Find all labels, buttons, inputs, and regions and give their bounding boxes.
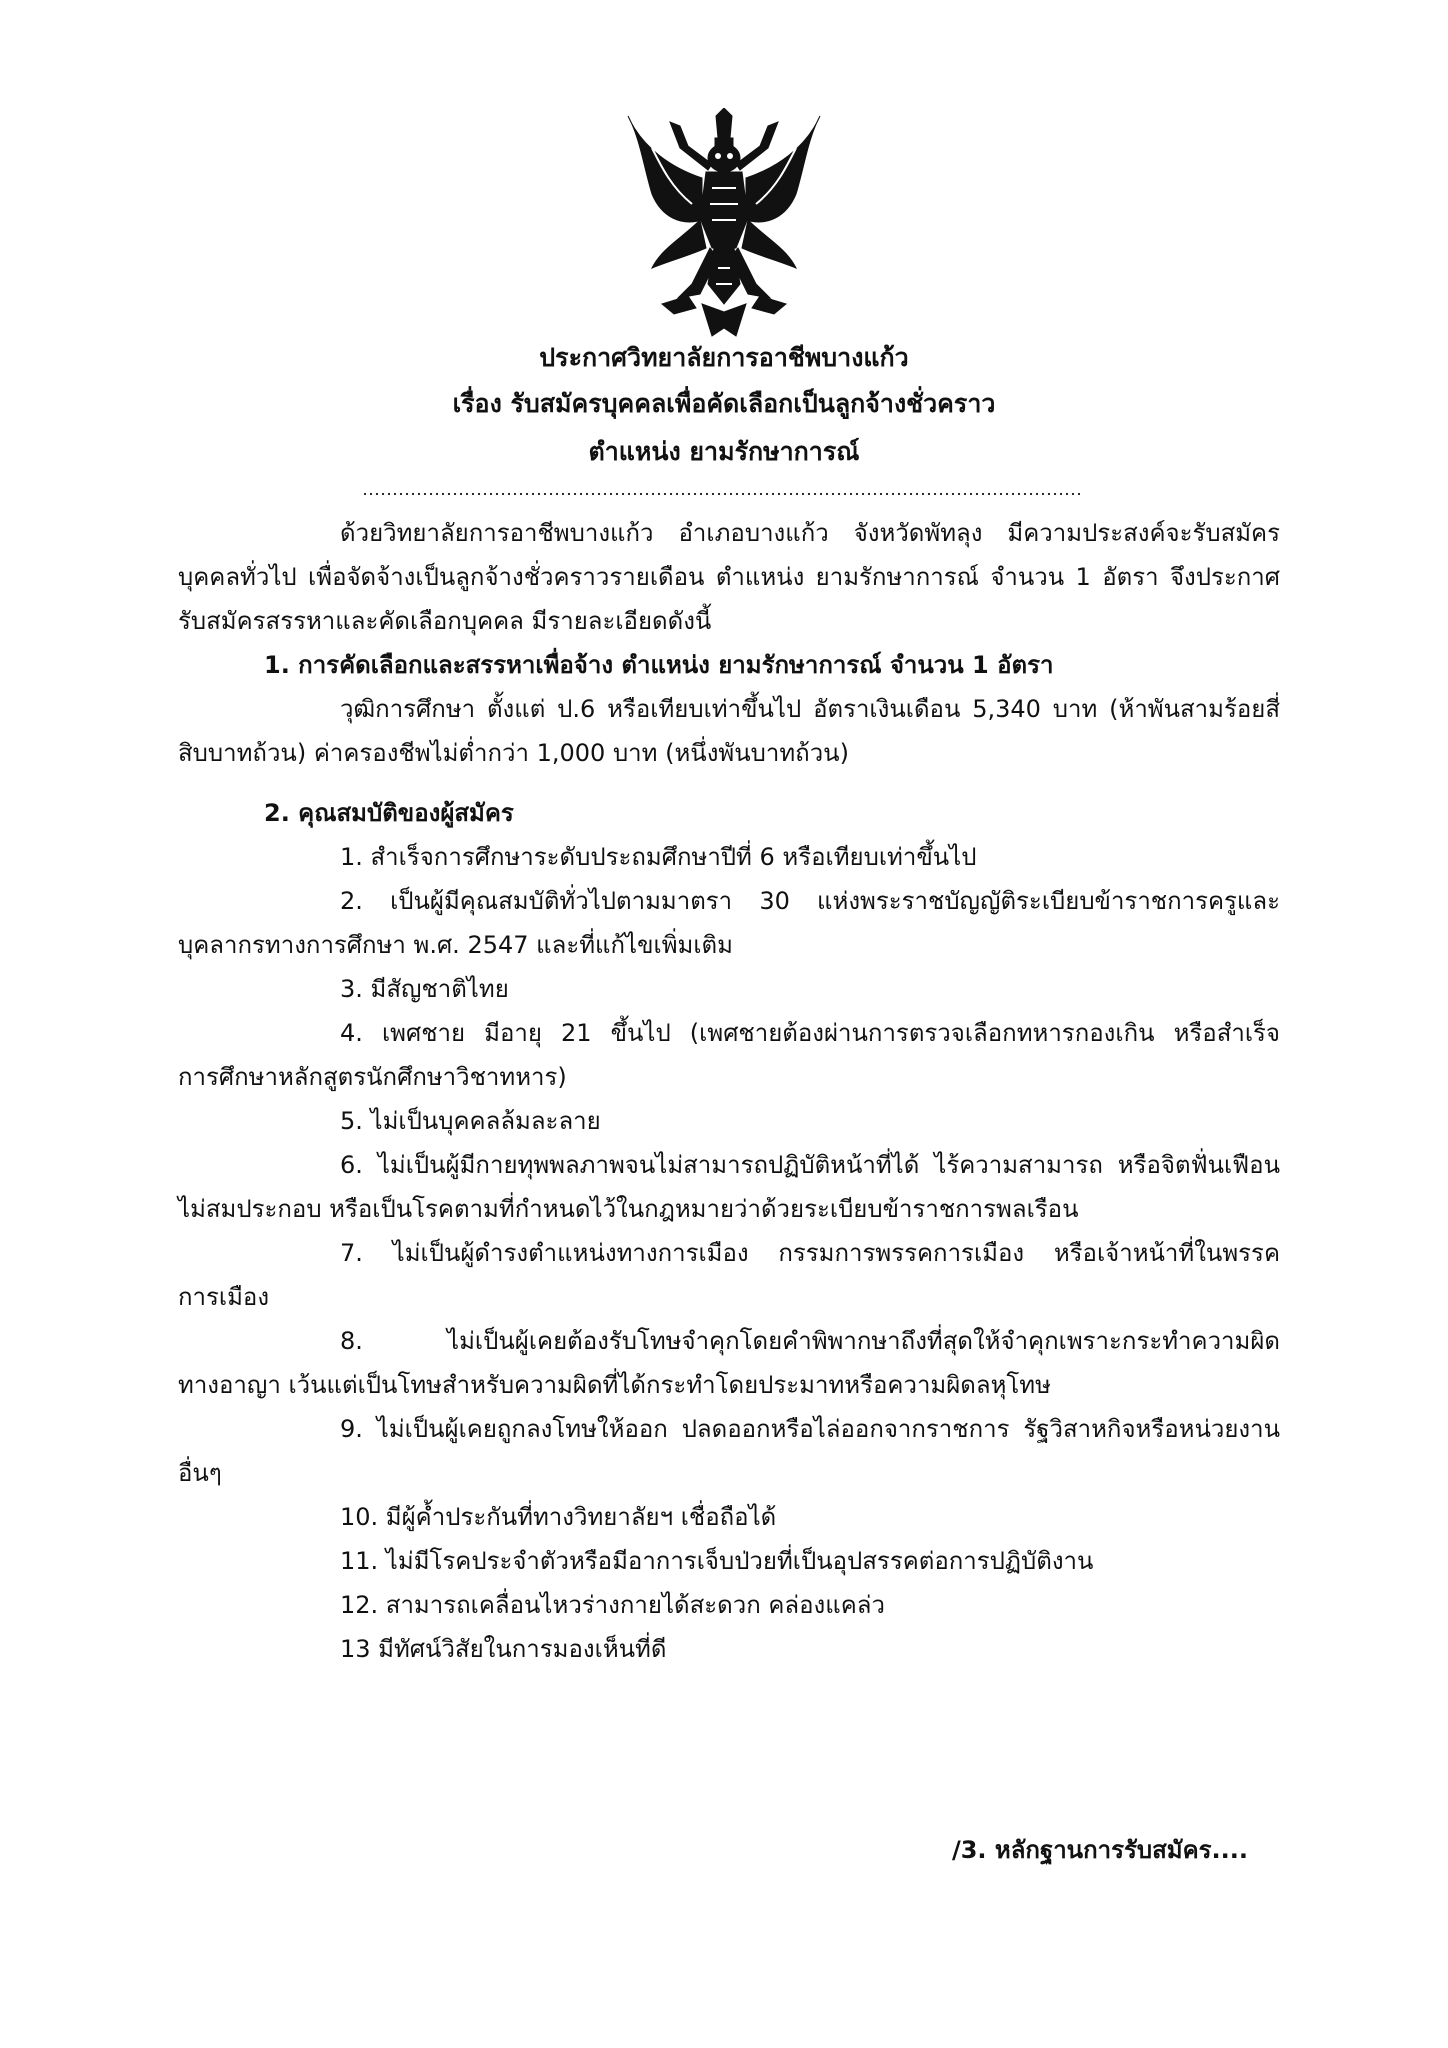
dotted-separator bbox=[362, 492, 1082, 496]
qualification-6-line-1: 6. ไม่เป็นผู้มีกายทุพพลภาพจนไม่สามารถปฏิบัติหน้าที่ได้ ไร้ความสามารถ หรือจิตฟั่นเฟือน bbox=[340, 1151, 1280, 1179]
section-2-heading: 2. คุณสมบัติของผู้สมัคร bbox=[264, 799, 514, 827]
qualification-7-line-2: การเมือง bbox=[178, 1283, 270, 1311]
intro-line-1: ด้วยวิทยาลัยการอาชีพบางแก้ว อำเภอบางแก้ว จังหวัดพัทลุง มีความประสงค์จะรับสมัคร bbox=[340, 519, 1280, 547]
announcement-title: ประกาศวิทยาลัยการอาชีพบางแก้ว bbox=[539, 343, 909, 372]
qualification-11: 11. ไม่มีโรคประจำตัวหรือมีอาการเจ็บป่วยที่เป็นอุปสรรคต่อการปฏิบัติงาน bbox=[340, 1547, 1094, 1575]
intro-line-3: รับสมัครสรรหาและคัดเลือกบุคคล มีรายละเอียดดังนี้ bbox=[178, 607, 712, 635]
qualification-9-line-1: 9. ไม่เป็นผู้เคยถูกลงโทษให้ออก ปลดออกหรือไล่ออกจากราชการ รัฐวิสาหกิจหรือหน่วยงาน bbox=[340, 1415, 1280, 1443]
qualification-12: 12. สามารถเคลื่อนไหวร่างกายได้สะดวก คล่องแคล่ว bbox=[340, 1591, 885, 1619]
qualification-3: 3. มีสัญชาติไทย bbox=[340, 975, 509, 1003]
qualification-2-line-2: บุคลากรทางการศึกษา พ.ศ. 2547 และที่แก้ไขเพิ่มเติม bbox=[178, 931, 733, 959]
qualification-4-line-2: การศึกษาหลักสูตรนักศึกษาวิชาทหาร) bbox=[178, 1063, 567, 1091]
qualification-1: 1. สำเร็จการศึกษาระดับประถมศึกษาปีที่ 6 หรือเทียบเท่าขึ้นไป bbox=[340, 843, 977, 871]
qualification-8-line-2: ทางอาญา เว้นแต่เป็นโทษสำหรับความผิดที่ได้กระทำโดยประมาทหรือความผิดลหุโทษ bbox=[178, 1371, 1051, 1399]
section-1-line-2: สิบบาทถ้วน) ค่าครองชีพไม่ต่ำกว่า 1,000 บาท (หนึ่งพันบาทถ้วน) bbox=[178, 739, 849, 767]
qualification-6-line-2: ไม่สมประกอบ หรือเป็นโรคตามที่กำหนดไว้ในกฎหมายว่าด้วยระเบียบข้าราชการพลเรือน bbox=[178, 1195, 1079, 1223]
qualification-8-line-1: 8. ไม่เป็นผู้เคยต้องรับโทษจำคุกโดยคำพิพากษาถึงที่สุดให้จำคุกเพราะกระทำความผิด bbox=[340, 1327, 1280, 1355]
qualification-4-line-1: 4. เพศชาย มีอายุ 21 ขึ้นไป (เพศชายต้องผ่านการตรวจเลือกทหารกองเกิน หรือสำเร็จ bbox=[340, 1019, 1280, 1047]
announcement-subject: เรื่อง รับสมัครบุคคลเพื่อคัดเลือกเป็นลูกจ้างชั่วคราว bbox=[452, 389, 996, 418]
intro-line-2: บุคคลทั่วไป เพื่อจัดจ้างเป็นลูกจ้างชั่วคราวรายเดือน ตำแหน่ง ยามรักษาการณ์ จำนวน 1 อัตรา จึงประกาศ bbox=[178, 563, 1280, 591]
garuda-emblem-icon bbox=[622, 108, 826, 340]
announcement-position: ตำแหน่ง ยามรักษาการณ์ bbox=[588, 437, 860, 466]
qualification-9-line-2: อื่นๆ bbox=[178, 1459, 222, 1487]
qualification-13: 13 มีทัศน์วิสัยในการมองเห็นที่ดี bbox=[340, 1635, 667, 1663]
next-page-reference: /3. หลักฐานการรับสมัคร.... bbox=[951, 1836, 1248, 1864]
qualification-10: 10. มีผู้ค้ำประกันที่ทางวิทยาลัยฯ เชื่อถือได้ bbox=[340, 1503, 777, 1531]
qualification-7-line-1: 7. ไม่เป็นผู้ดำรงตำแหน่งทางการเมือง กรรมการพรรคการเมือง หรือเจ้าหน้าที่ในพรรค bbox=[340, 1239, 1280, 1267]
qualification-2-line-1: 2. เป็นผู้มีคุณสมบัติทั่วไปตามมาตรา 30 แห่งพระราชบัญญัติระเบียบข้าราชการครูและ bbox=[340, 887, 1280, 915]
qualification-5: 5. ไม่เป็นบุคคลล้มละลาย bbox=[340, 1107, 601, 1135]
section-1-line-1: วุฒิการศึกษา ตั้งแต่ ป.6 หรือเทียบเท่าขึ้นไป อัตราเงินเดือน 5,340 บาท (ห้าพันสามร้อยสี่ bbox=[340, 695, 1280, 723]
section-1-heading: 1. การคัดเลือกและสรรหาเพื่อจ้าง ตำแหน่ง ยามรักษาการณ์ จำนวน 1 อัตรา bbox=[264, 651, 1054, 679]
